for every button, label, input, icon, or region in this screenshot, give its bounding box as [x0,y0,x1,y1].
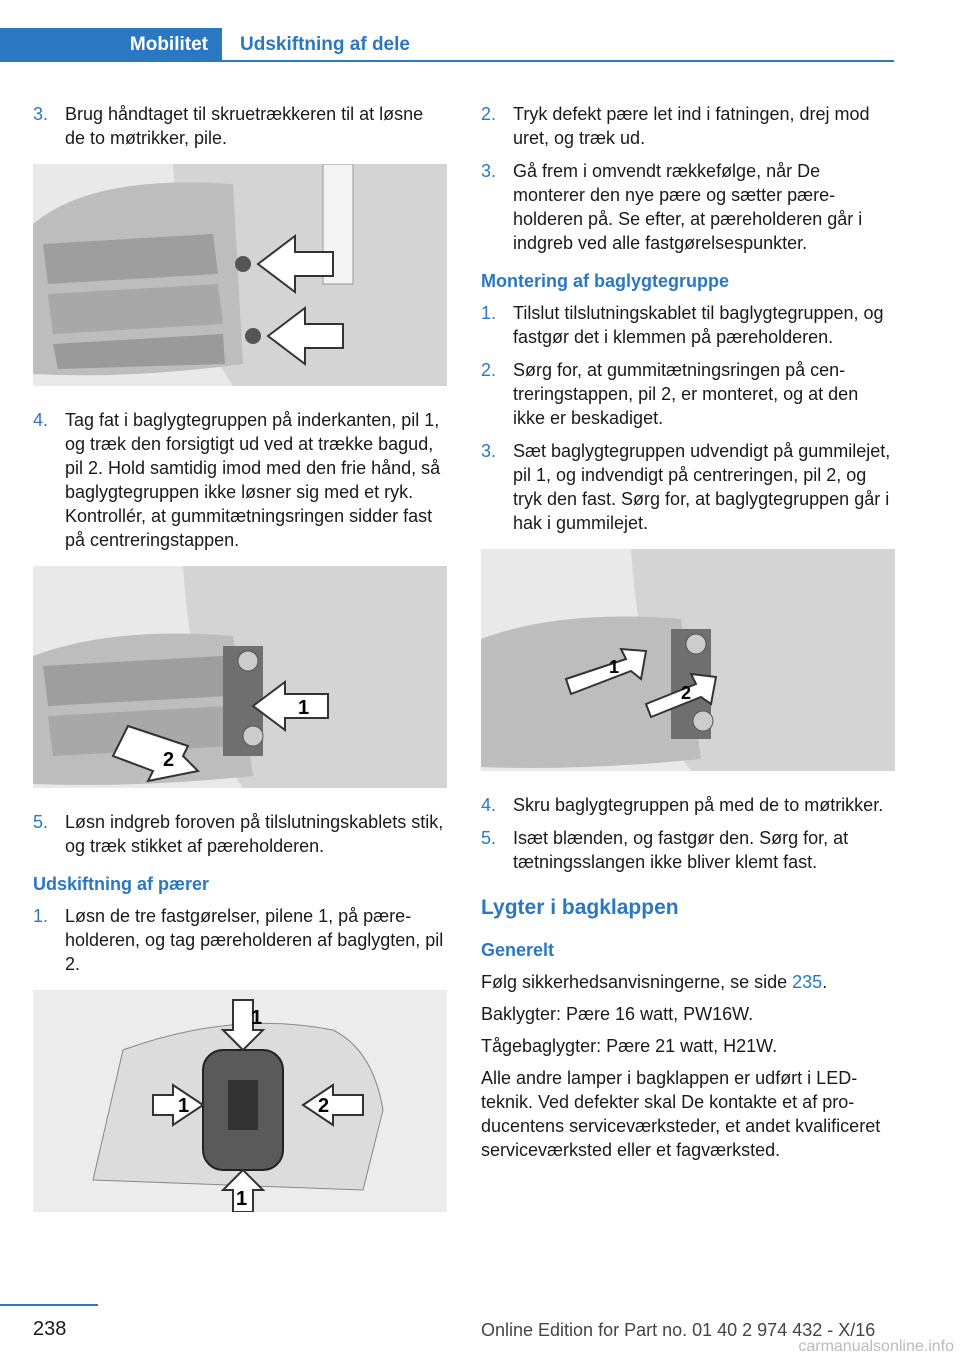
list-item [481,159,895,255]
safety-end: . [822,972,828,992]
step-number: 1. [33,906,49,926]
page-link[interactable]: 235 [792,972,823,992]
subheading-mounting: Montering af baglygtegruppe [481,271,730,291]
step-text: Tag fat i baglygtegruppen på inderkanten, pil 1, og træk den forsigtigt ud ved at trække bagud, pil 2. Hold samtidig imod med den frie hånd, så baglygtegruppen ikke løsner sig med et ryk. Kontrollér, at gummitætningsringen sidder fast på centreringstappen. [65,410,441,550]
step-number: 2. [481,104,497,124]
list-item [481,826,895,874]
list-item [33,102,447,150]
reverse-lights-text: Baklygter: Pære 16 watt, PW16W. [481,1004,754,1024]
arrow-label-2: 2 [163,749,175,771]
subheading-general: Generelt [481,940,555,960]
step-number: 5. [33,812,49,832]
step-number: 2. [481,360,497,380]
section-heading: Lygter i bagklappen [481,896,679,919]
list-item [481,301,895,349]
header-rule [222,60,894,62]
list-item [481,793,895,817]
step-number: 4. [481,795,497,815]
watermark: carmanualsonline.info [798,1338,954,1355]
arrow-label-top: 1 [251,1007,263,1029]
step-text: Isæt blænden, og fastgør den. Sørg for, at tætningsslangen ikke bliver klemt fast. [513,828,849,872]
arrow-label-left: 1 [178,1095,190,1117]
arrow-label-bottom: 1 [236,1188,248,1210]
chapter-tab[interactable] [0,28,222,62]
step-number: 3. [481,161,497,181]
list-item [33,904,447,976]
safety-text: Følg sikkerhedsanvisningerne, se side [481,972,793,992]
list-item [33,408,447,552]
step-number: 1. [481,303,497,323]
section-title: Udskiftning af dele [240,34,410,55]
step-number: 3. [481,441,497,461]
arrow-label-right: 2 [318,1095,330,1117]
step-number: 5. [481,828,497,848]
step-text: Sørg for, at gummitætningsringen på centreringstappen, pil 2, er monteret, og at den ikke er beskadiget. [513,360,859,428]
step-number: 3. [33,104,49,124]
arrow-label-2: 2 [681,683,692,703]
figure-bulb-holder [33,990,447,1212]
list-item [481,358,895,430]
right-column [481,102,895,1170]
step-text: Skru baglygtegruppen på med de to møtrikker. [513,795,884,815]
figure-light-removal [33,566,447,788]
left-column [33,102,447,1234]
fog-lights-text: Tågebaglygter: Pære 21 watt, H21W. [481,1036,778,1056]
step-text: Løsn de tre fastgørelser, pilene 1, på pæreholderen, og tag pæreholderen af baglygten, pil 2. [65,906,444,974]
page-number-rule [0,1304,98,1306]
arrow-label-1: 1 [298,697,310,719]
list-item [33,810,447,858]
step-number: 4. [33,410,49,430]
step-text: Løsn indgreb foroven på tilslutningskablets stik, og træk stikket af pæreholderen. [65,812,444,856]
chapter-label: Mobilitet [129,34,208,55]
safety-paragraph [481,970,895,994]
step-text: Tryk defekt pære let ind i fatningen, drej mod uret, og træk ud. [513,104,870,148]
edition-footer: Online Edition for Part no. 01 40 2 974 432 - X/16 [481,1320,876,1340]
list-item [481,439,895,535]
figure-nuts-removal [33,164,447,386]
list-item [481,102,895,150]
step-text: Sæt baglygtegruppen udvendigt på gummilejet, pil 1, og indvendigt på centreringen, pil 2, og tryk den fast. Sørg for, at baglygtegruppen går i hak i gummilejet. [513,441,891,533]
step-text: Tilslut tilslutningskablet til baglygtegruppen, og fastgør det i klemmen på pæreholderen. [513,303,884,347]
arrow-label-1: 1 [609,657,620,677]
led-text: Alle andre lamper i bagklappen er udført i LED-teknik. Ved defekter skal De kontakte et af producentens serviceværksteder, et andet kvalificeret serviceværksted eller et fagværksted. [481,1068,881,1160]
page-number: 238 [33,1318,67,1340]
subheading-bulbs: Udskiftning af pærer [33,874,210,894]
figure-light-mounting [481,549,895,771]
step-text: Brug håndtaget til skruetrækkeren til at løsne de to møtrikker, pile. [65,104,424,148]
step-text: Gå frem i omvendt rækkefølge, når De monterer den nye pære og sætter pæreholderen på. Se efter, at pæreholderen går i indgreb ved alle fastgørelsespunkter. [513,161,863,253]
